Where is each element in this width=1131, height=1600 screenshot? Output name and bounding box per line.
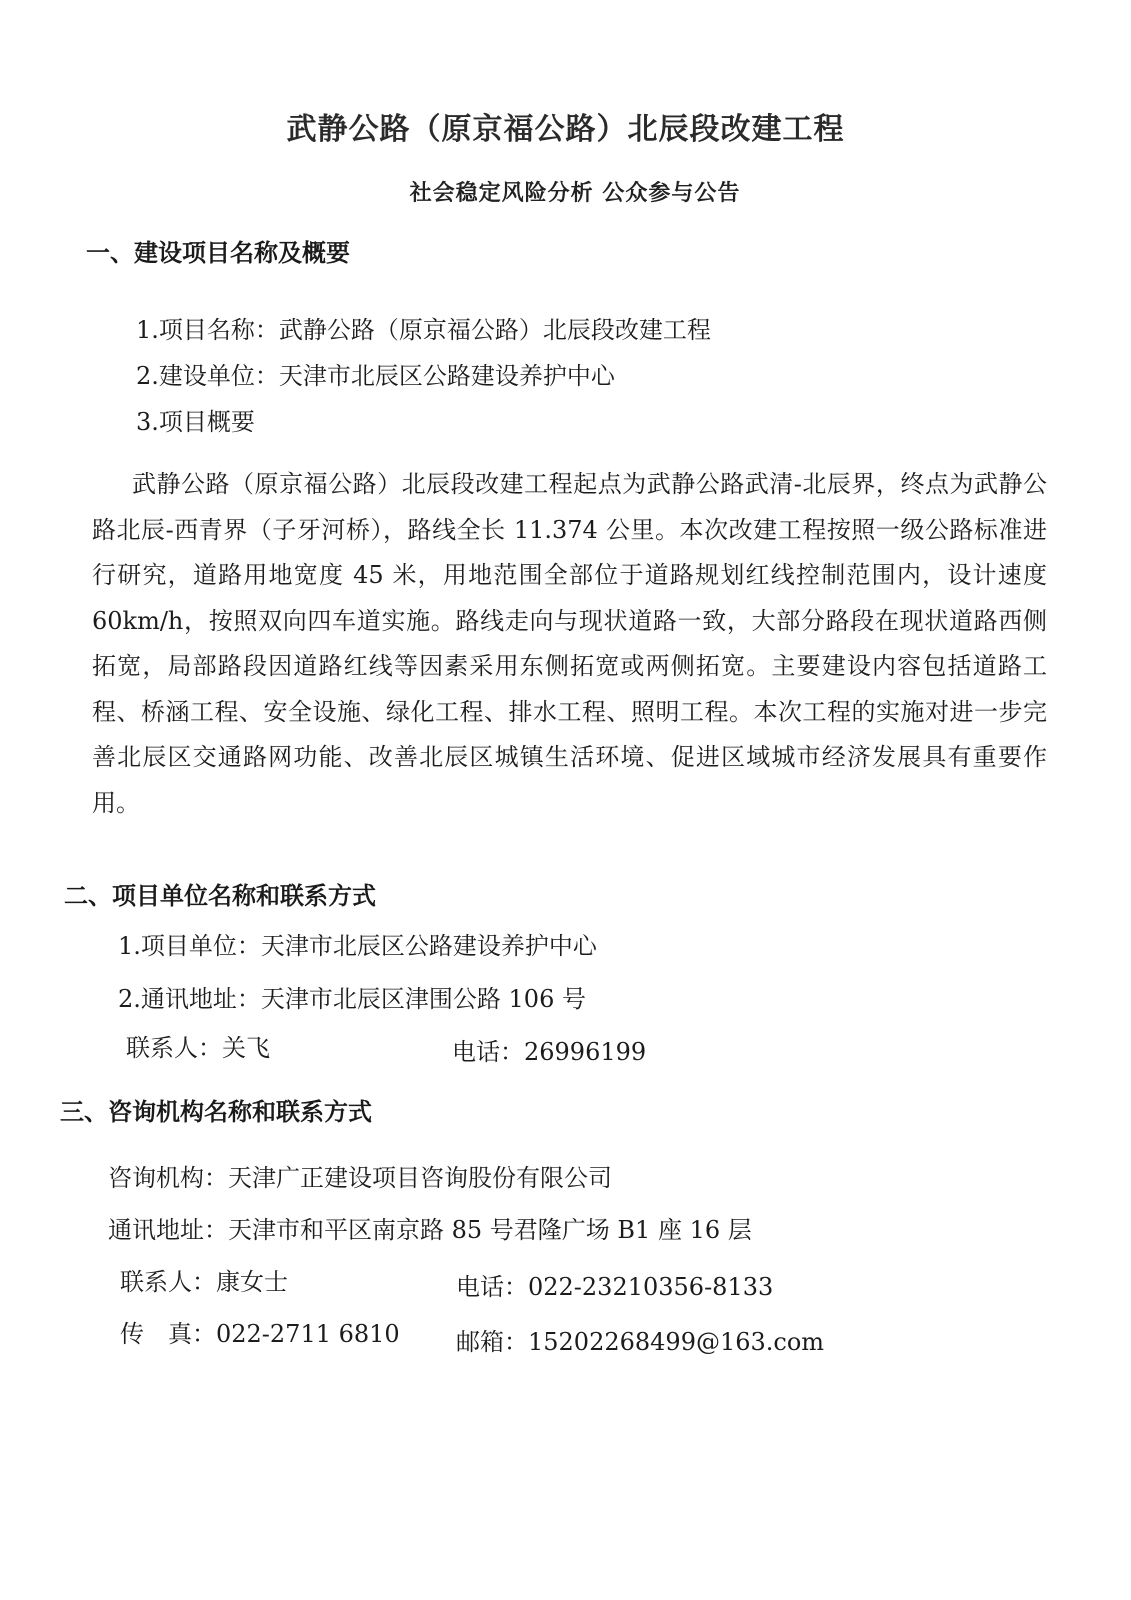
document-subtitle: 社会稳定风险分析 公众参与公告 — [409, 180, 741, 206]
consult-email-line: 邮箱：15202268499@163.com — [456, 1328, 825, 1356]
project-unit-line: 1.项目单位：天津市北辰区公路建设养护中心 — [118, 932, 597, 960]
overview-label: 3.项目概要 — [136, 408, 255, 436]
consult-fax-line: 传 真：022-2711 6810 — [120, 1320, 400, 1348]
project-address-line: 2.通讯地址：天津市北辰区津围公路 106 号 — [118, 985, 586, 1013]
document-title: 武静公路（原京福公路）北辰段改建工程 — [286, 112, 845, 147]
section3-heading: 三、咨询机构名称和联系方式 — [60, 1097, 372, 1126]
consult-phone-line: 电话：022-23210356-8133 — [456, 1273, 774, 1301]
section2-heading: 二、项目单位名称和联系方式 — [64, 881, 376, 910]
project-name-line: 1.项目名称：武静公路（原京福公路）北辰段改建工程 — [136, 316, 711, 344]
project-contact-line: 联系人：关飞 — [126, 1034, 270, 1062]
consult-agency-line: 咨询机构：天津广正建设项目咨询股份有限公司 — [108, 1164, 612, 1192]
consult-address-line: 通讯地址：天津市和平区南京路 85 号君隆广场 B1 座 16 层 — [108, 1216, 752, 1244]
consult-contact-line: 联系人：康女士 — [120, 1268, 288, 1296]
builder-line: 2.建设单位：天津市北辰区公路建设养护中心 — [136, 362, 615, 390]
project-phone-line: 电话：26996199 — [452, 1038, 647, 1066]
section1-heading: 一、建设项目名称及概要 — [86, 238, 350, 267]
project-overview-paragraph: 武静公路（原京福公路）北辰段改建工程起点为武静公路武清-北辰界，终点为武静公路北辰-西青界（子牙河桥），路线全长 11.374 公里。本次改建工程按照一级公路标准进行研究，道路用地宽度 45 米，用地范围全部位于道路规划红线控制范围内，设计速度 60km/h，按照双向四车道实施。路线走向与现状道路一致，大部分路段在现状道路西侧拓宽，局部路段因道路红线等因素采用东侧拓宽或两侧拓宽。主要建设内容包括道路工程、桥涵工程、安全设施、绿化工程、排水工程、照明工程。本次工程的实施对进一步完善北辰区交通路网功能、改善北辰区城镇生活环境、促进区域城市经济发展具有重要作用。 — [92, 470, 1047, 817]
